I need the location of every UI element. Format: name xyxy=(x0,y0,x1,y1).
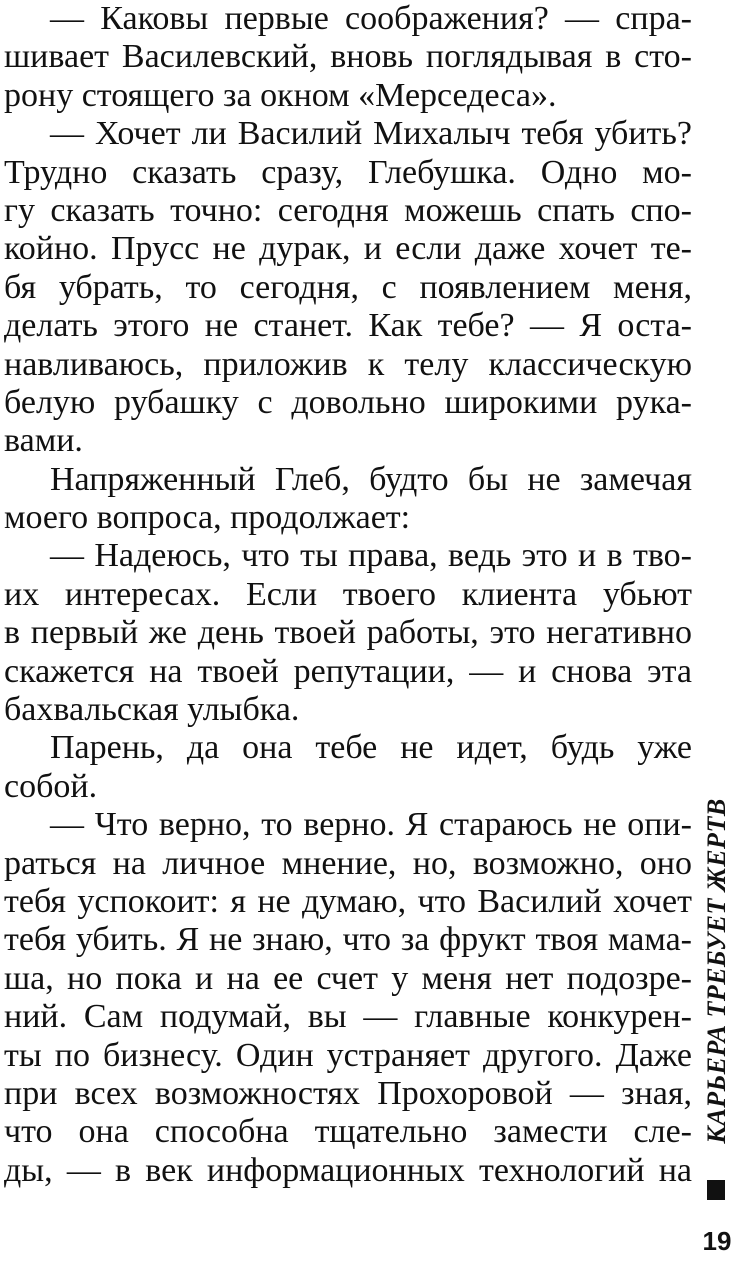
text-line: ды, — в век информационных технологий на xyxy=(4,1151,692,1189)
text-line: — Каковы первые соображения? — спра- xyxy=(50,0,692,37)
text-line: — Что верно, то верно. Я стараюсь не опи- xyxy=(50,806,692,844)
text-line: шивает Василевский, вновь поглядывая в сто- xyxy=(4,38,692,76)
text-line: — Надеюсь, что ты права, ведь это и в тво- xyxy=(50,537,692,575)
text-line: бя убрать, то сегодня, с появлением меня, xyxy=(4,268,692,306)
text-line: что она способна тщательно замести сле- xyxy=(4,1113,692,1151)
square-bullet-icon xyxy=(707,1180,725,1200)
running-head: КАРЬЕРА ТРЕБУЕТ ЖЕРТВ xyxy=(702,798,731,1144)
text-line: бахвальская улыбка. xyxy=(4,691,300,729)
text-line: тебя убить. Я не знаю, что за фрукт твоя мама- xyxy=(4,921,692,959)
text-line: скажется на твоей репутации, — и снова эта xyxy=(4,652,692,690)
text-line: гу сказать точно: сегодня можешь спать спо- xyxy=(4,191,692,229)
text-line: койно. Прусс не дурак, и если даже хочет те- xyxy=(4,230,692,268)
text-line: Напряженный Глеб, будто бы не замечая xyxy=(50,460,692,498)
text-line: белую рубашку с довольно широкими рука- xyxy=(4,383,692,421)
text-line: Парень, да она тебе не идет, будь уже xyxy=(50,729,692,767)
text-line: их интересах. Если твоего клиента убьют xyxy=(4,575,692,613)
body-text xyxy=(4,0,692,1190)
text-line: рону стоящего за окном «Мерседеса». xyxy=(4,76,557,114)
text-line: ша, но пока и на ее счет у меня нет подозре- xyxy=(4,959,692,997)
text-line: ты по бизнесу. Один устраняет другого. Даже xyxy=(4,1036,692,1074)
text-line: вами. xyxy=(4,422,83,460)
page-number: 19 xyxy=(702,1226,732,1256)
text-line: Трудно сказать сразу, Глебушка. Одно мо- xyxy=(4,153,692,191)
text-line: ний. Сам подумай, вы — главные конкурен- xyxy=(4,998,692,1036)
text-line: в первый же день твоей работы, это негативно xyxy=(4,614,692,652)
text-line: — Хочет ли Василий Михалыч тебя убить? xyxy=(50,115,692,153)
text-line: собой. xyxy=(4,767,98,805)
text-line: делать этого не станет. Как тебе? — Я оста- xyxy=(4,307,692,345)
sidebar xyxy=(694,796,740,1206)
text-line: навливаюсь, приложив к телу классическую xyxy=(4,345,692,383)
text-line: тебя успокоит: я не думаю, что Василий хочет xyxy=(4,882,692,920)
text-line: при всех возможностях Прохоровой — зная, xyxy=(4,1074,692,1112)
text-line: моего вопроса, продолжает: xyxy=(4,499,411,537)
text-line: раться на личное мнение, но, возможно, оно xyxy=(4,844,692,882)
